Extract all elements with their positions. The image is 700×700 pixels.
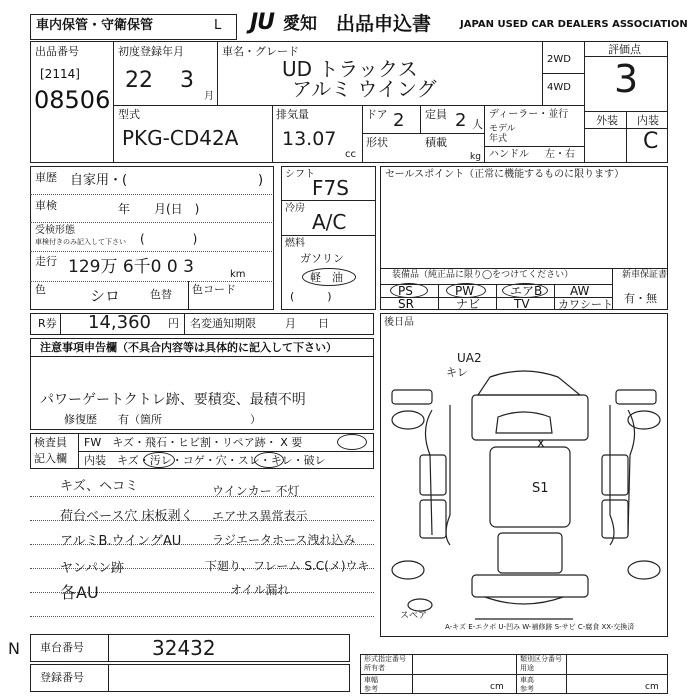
load-label: 積載 bbox=[425, 136, 447, 149]
pw-circle bbox=[446, 283, 486, 298]
equip-ps: PS bbox=[398, 284, 413, 298]
notice-value: 月 日 bbox=[285, 317, 329, 330]
diagram-rear-window bbox=[498, 533, 562, 573]
equip-pw: PW bbox=[455, 284, 475, 298]
history-close: ) bbox=[258, 173, 264, 188]
registration-year: 22 bbox=[125, 68, 153, 93]
plate-label: 登録番号 bbox=[40, 671, 84, 684]
equip-aw: AW bbox=[570, 284, 590, 298]
diagram-mirror-right bbox=[616, 390, 656, 404]
form-subtitle: JAPAN USED CAR DEALERS ASSOCIATION bbox=[460, 19, 688, 30]
color-code-label: 色コード bbox=[192, 283, 236, 296]
ac-label: 冷房 bbox=[285, 203, 305, 214]
ju-logo: JU bbox=[250, 10, 275, 35]
model-year-label2: 年式 bbox=[489, 134, 508, 144]
width-label-1: 車幅 bbox=[364, 676, 378, 684]
x-circle bbox=[337, 434, 367, 450]
remark-right-1: ウインカー 不灯 bbox=[212, 484, 300, 498]
registration-month: 3 bbox=[180, 68, 194, 93]
remark-left-3: アルミB.ウイングAU bbox=[60, 534, 182, 549]
diagram-front-top bbox=[478, 371, 580, 395]
interior-grade: C bbox=[643, 129, 659, 154]
diagram-windshield bbox=[496, 412, 552, 433]
width-label-2: 参考 bbox=[364, 685, 378, 693]
capacity-label: 定員 bbox=[425, 108, 447, 121]
inspector-label2: 記入欄 bbox=[34, 452, 67, 465]
fuel-gas: ガソリン bbox=[300, 252, 344, 265]
equip-navi: ナビ bbox=[456, 297, 481, 311]
form-note: 車検付きのみ記入して下さい bbox=[35, 238, 126, 246]
diagram-top-note1: UA2 bbox=[457, 351, 482, 365]
displacement-unit: cc bbox=[345, 149, 356, 160]
fuel-label: 燃料 bbox=[285, 238, 305, 249]
model-year-label: モデル bbox=[489, 124, 516, 134]
stain-circle bbox=[143, 452, 175, 468]
diagram-right-outline bbox=[628, 410, 635, 535]
diagram-top-note2: キレ bbox=[446, 366, 468, 379]
diagram-roof bbox=[490, 447, 570, 527]
notes-line1: パワーゲートクトレ跡、要積変、最積不明 bbox=[40, 392, 306, 408]
remark-right-4: 下廻り、フレーム S.C(メ)ウキ bbox=[205, 559, 370, 573]
displacement-value: 13.07 bbox=[282, 128, 337, 150]
lot-number: 08506 bbox=[34, 86, 111, 114]
color-value: シロ bbox=[90, 287, 121, 305]
lot-code: [2114] bbox=[40, 67, 80, 81]
ps-circle bbox=[390, 283, 428, 298]
shift-label: シフト bbox=[285, 169, 315, 180]
shape-label: 形状 bbox=[366, 136, 388, 149]
notice-label: 名変通知期限 bbox=[190, 317, 256, 330]
rating-label: 評価点 bbox=[608, 43, 641, 56]
rating-score: 3 bbox=[614, 57, 639, 101]
recycle-unit: 円 bbox=[168, 317, 179, 330]
remark-left-5: 各AU bbox=[60, 583, 99, 602]
load-unit: kg bbox=[470, 152, 481, 162]
fuel-paren: ( ) bbox=[290, 290, 332, 303]
type-label-2: 所有者 bbox=[364, 664, 385, 672]
diagram-wheel-rl bbox=[392, 561, 424, 579]
car-name-line1: UD トラックス bbox=[282, 57, 418, 81]
diagram-mirror-left bbox=[392, 390, 432, 404]
interior-label: 内装 bbox=[637, 114, 659, 127]
diagram-door-rr bbox=[602, 500, 628, 538]
car-name-line2: アルミ ウイング bbox=[292, 77, 437, 101]
chassis-value: 32432 bbox=[152, 636, 216, 660]
inspector-row2: 内装 キズ・汚レ・コゲ・穴・スレ・キレ・破レ bbox=[84, 454, 326, 467]
equip-leather: カワシート bbox=[558, 298, 613, 311]
diagram-left-outline bbox=[425, 410, 432, 535]
height-unit: cm bbox=[645, 682, 659, 692]
remark-right-5: オイル漏れ bbox=[230, 583, 290, 597]
diagram-left-side bbox=[446, 405, 450, 545]
diagram-trunk bbox=[472, 575, 588, 597]
lot-label: 出品番号 bbox=[35, 45, 79, 58]
diagram-spare bbox=[408, 599, 432, 611]
type-label-1: 形式指定番号 bbox=[364, 655, 406, 663]
form-label: 受検形態 bbox=[35, 225, 75, 236]
width-unit: cm bbox=[490, 682, 504, 692]
exterior-label: 外装 bbox=[596, 114, 618, 127]
car-name-label: 車名・グレード bbox=[222, 45, 299, 58]
class-label-2: 用途 bbox=[520, 664, 534, 672]
diagram-door-rl bbox=[420, 500, 446, 538]
form-title: 出品申込書 bbox=[336, 13, 432, 35]
damage-legend: A-キズ E-エクボ U-凹み W-補修跡 S-サビ C-腐食 XX-交換済 bbox=[445, 623, 635, 631]
diagram-mark-x: x bbox=[537, 436, 545, 451]
remark-left-4: ヤンパン跡 bbox=[60, 561, 124, 576]
scuff-circle bbox=[254, 452, 284, 468]
shaken-value: 年 月(日 ) bbox=[118, 202, 200, 216]
fuel-diesel: 軽 油 bbox=[310, 271, 343, 284]
sales-point-label: セールスポイント（正常に機能するものに限ります） bbox=[385, 169, 625, 180]
handle-label: ハンドル bbox=[489, 149, 529, 160]
spare-label: スペア bbox=[400, 611, 428, 621]
remark-left-2: 荷台ベース穴 床板剥く bbox=[60, 509, 194, 524]
model-label: 型式 bbox=[118, 108, 140, 121]
color-change-label: 色替 bbox=[150, 288, 172, 301]
diagram-wheel-rr bbox=[628, 561, 660, 579]
equip-sr: SR bbox=[398, 297, 414, 311]
registration-label: 初度登録年月 bbox=[118, 45, 184, 58]
storage-text: 車内保管・守衛保管 bbox=[36, 18, 154, 33]
warranty-value: 有・無 bbox=[624, 292, 657, 305]
inspector-row1: FW キズ・飛石・ヒビ割・リペア跡・ X 要 bbox=[84, 436, 303, 449]
mileage-value: 129万 6千0 0 3 bbox=[68, 257, 194, 277]
inspector-label1: 検査員 bbox=[34, 436, 67, 449]
doors-label: ドア bbox=[366, 108, 388, 121]
remark-left-1: キズ、ヘコミ bbox=[60, 479, 139, 494]
remark-right-2: エアサス異常表示 bbox=[212, 509, 308, 523]
diagram-door-right bbox=[602, 455, 628, 495]
car-diagram bbox=[380, 335, 668, 635]
doors-value: 2 bbox=[393, 110, 405, 131]
storage-mark: L bbox=[214, 18, 222, 33]
chassis-label: 車台番号 bbox=[40, 641, 84, 654]
recycle-label: R券 bbox=[38, 317, 57, 330]
shift-value: F7S bbox=[312, 176, 349, 200]
notes-label: 注意事項申告欄（不具合内容等は具体的に記入して下さい） bbox=[40, 341, 337, 354]
repair-label: 修復歴 bbox=[64, 413, 97, 426]
recycle-amount: 14,360 bbox=[88, 312, 151, 333]
displacement-label: 排気量 bbox=[276, 108, 309, 121]
height-label-1: 車高 bbox=[520, 676, 534, 684]
ac-value: A/C bbox=[312, 210, 347, 234]
warranty-label: 新車保証書 bbox=[622, 270, 668, 280]
margin-mark: N bbox=[8, 639, 20, 658]
repair-value: 有（箇所 bbox=[118, 413, 162, 426]
color-label: 色 bbox=[35, 283, 46, 296]
handle-value: 左・右 bbox=[545, 149, 575, 160]
diagram-right-side bbox=[610, 405, 614, 545]
diagram-rear-bumper bbox=[485, 597, 563, 604]
form-value: ( ) bbox=[140, 232, 198, 246]
shaken-label: 車検 bbox=[35, 199, 57, 212]
drive-4wd: 4WD bbox=[547, 82, 571, 93]
remark-right-3: ラジエータホース洩れ込み bbox=[212, 533, 356, 547]
later-label: 後日品 bbox=[384, 317, 414, 328]
repair-close: ） bbox=[250, 413, 261, 426]
capacity-unit: 人 bbox=[472, 118, 483, 131]
registration-month-unit: 月 bbox=[204, 91, 214, 102]
drive-2wd: 2WD bbox=[547, 54, 571, 65]
diagram-door-left bbox=[420, 455, 446, 495]
history-value: 自家用・( bbox=[70, 173, 128, 188]
equip-tv: TV bbox=[514, 297, 530, 311]
equipment-label: 装備品（純正品に限り◯をつけてください） bbox=[392, 270, 574, 280]
mileage-label: 走行 bbox=[35, 255, 57, 268]
capacity-value: 2 bbox=[455, 110, 467, 131]
class-label-1: 類別区分番号 bbox=[520, 655, 562, 663]
model-value: PKG-CD42A bbox=[122, 126, 239, 150]
dealer-label: ディーラー・並行 bbox=[489, 109, 569, 120]
equip-airbag: エアB bbox=[510, 284, 543, 298]
diagram-wheel-fl bbox=[392, 411, 424, 429]
history-label: 車歴 bbox=[35, 171, 57, 184]
diagram-mark-s: S1 bbox=[532, 481, 549, 496]
mileage-unit: km bbox=[230, 269, 246, 280]
org-name: 愛知 bbox=[283, 14, 317, 34]
airbag-circle bbox=[502, 283, 548, 298]
height-label-2: 参考 bbox=[520, 685, 534, 693]
